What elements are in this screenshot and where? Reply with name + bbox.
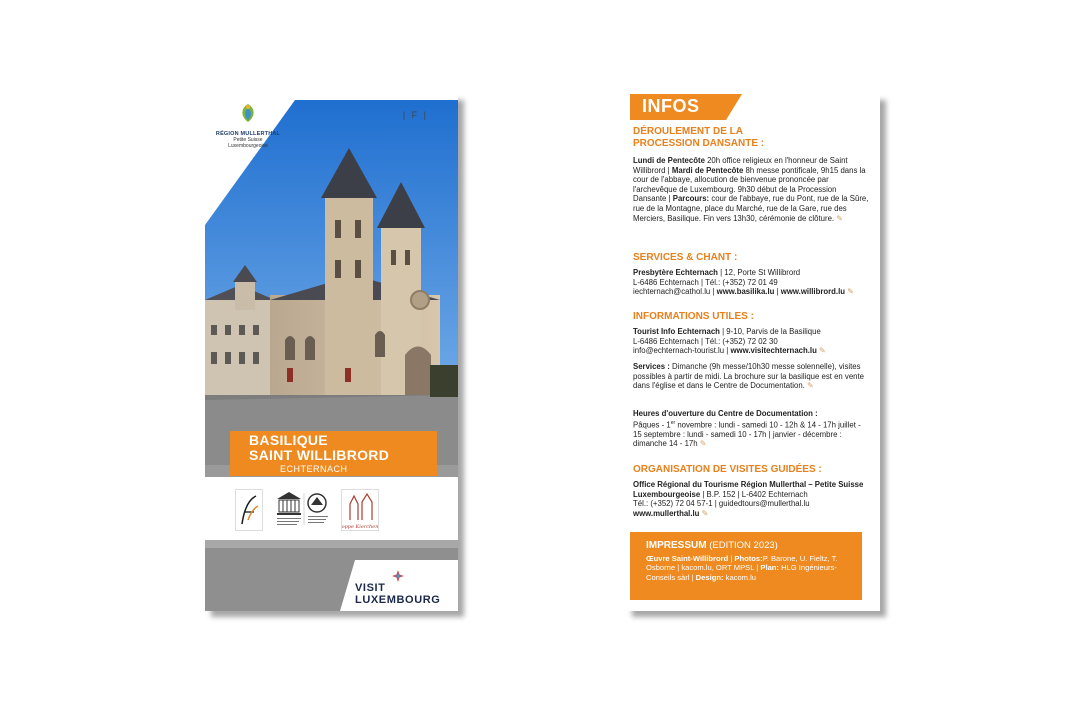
willibrord-logo-icon xyxy=(235,489,263,531)
visit-line-1: VISIT xyxy=(355,582,386,594)
tourist-info-name: Tourist Info Echternach xyxy=(633,327,720,336)
lundi-text: 20h office religieux en l'honneur de Saint Willibrord | xyxy=(633,156,848,175)
photos-label: Photos: xyxy=(734,554,763,563)
presbytere-name: Presbytère Echternach xyxy=(633,268,718,277)
visitechternach-link[interactable]: www.visitechternach.lu xyxy=(730,346,817,356)
basilika-link[interactable]: www.basilika.lu xyxy=(716,287,775,297)
photos-credits: P. Barone, U. Fieltz, T. Osborne | kacom.lu, ORT MPSL | xyxy=(646,554,838,573)
pencil-icon: ✎ xyxy=(807,381,814,391)
procession-heading xyxy=(633,126,764,150)
front-cover-panel xyxy=(205,94,458,611)
opening-hours-text xyxy=(633,409,869,449)
infos-title: INFOS xyxy=(642,96,700,116)
mardi-text: 8h messe pontificale, 9h15 dans la cour de l'abbaye, allocution de bienvenue prononcée par l'archevêque de Luxembourg. 9h30 début de la Procession Dansante | xyxy=(633,165,866,204)
pencil-icon: ✎ xyxy=(701,508,709,518)
services-hours-text xyxy=(633,362,869,391)
services-description: Dimanche (9h messe/10h30 messe solennelle), visites possibles à partir de midi. La brochure sur la basilique est en vente dans l'église et dans le Centre de Documentation. xyxy=(633,362,865,391)
language-marker: | F | xyxy=(402,110,428,120)
procession-text xyxy=(633,156,869,223)
town-name: ECHTERNACH xyxy=(280,464,348,474)
pencil-icon: ✎ xyxy=(699,439,707,449)
parcours-label: Parcours: xyxy=(672,194,710,204)
impressum-text: Œuvre Saint-Willibrord | Photos:P. Barone, U. Fieltz, T. Osborne | kacom.lu, ORT MPSL | Plan: HLG Ingénieurs-Conseils sàrl | Design: kacom.lu xyxy=(646,554,838,582)
oppe-kierchen-text: oppe Kierchen xyxy=(342,524,378,530)
opening-hours-part-2: novembre : lundi - samedi 10 - 12h & 14 - 17h juillet - 15 septembre : lundi - samedi 10 - 17h | janvier - décembre : dimanche 14 - 17h xyxy=(633,420,861,449)
office-tourisme-name: Office Régional du Tourisme Région Mullerthal – Petite Suisse Luxembourgeoise xyxy=(633,480,864,499)
parcours-text: cour de l'abbaye, rue du Pont, rue de la Sûre, rue de la Montagne, place du Marché, rue de la Gare, rue des Merciers, Basilique. Fin vers 13h30, cérémonie de clôture. xyxy=(633,194,869,223)
unesco-logo-icon xyxy=(275,489,331,529)
region-leaf-icon xyxy=(237,102,259,124)
services-text xyxy=(633,268,869,297)
visites-guidees-text xyxy=(633,480,869,518)
impressum-edition: (EDITION 2023) xyxy=(706,540,778,551)
procession-heading-line-2: PROCESSION DANSANTE : xyxy=(633,138,765,149)
services-heading: SERVICES & CHANT : xyxy=(633,252,738,263)
opening-hours-label: Heures d'ouverture du Centre de Documentation : xyxy=(633,409,818,418)
title-line-2: SAINT WILLIBRORD xyxy=(249,447,390,463)
visit-luxembourg-logo xyxy=(355,582,440,606)
impressum-label: IMPRESSUM xyxy=(646,540,707,551)
design-credits: kacom.lu xyxy=(723,572,757,582)
presbytere-phone: L-6486 Echternach | Tél.: (+352) 72 01 49 xyxy=(633,277,778,287)
separator: | xyxy=(774,287,781,297)
mullerthal-link[interactable]: www.mullerthal.lu xyxy=(633,508,700,518)
region-logo-subtitle-2: Luxembourgeoise xyxy=(228,143,268,149)
region-logo-subtitle-1: Petite Suisse xyxy=(233,137,263,143)
tourist-info-address: | 9-10, Parvis de la Basilique xyxy=(719,327,821,336)
page-title xyxy=(249,433,389,463)
pencil-icon: ✎ xyxy=(819,346,826,356)
visites-guidees-heading: ORGANISATION DE VISITES GUIDÉES : xyxy=(633,464,822,475)
office-tourisme-address: | B.P. 152 | L-6402 Echternach xyxy=(700,489,808,499)
infos-utiles-heading: INFORMATIONS UTILES : xyxy=(633,311,754,322)
tourist-info-email: info@echternach-tourist.lu | xyxy=(633,346,731,356)
opening-hours-part-1: Pâques - 1 xyxy=(633,420,671,430)
tourist-info-phone: L-6486 Echternach | Tél.: (+352) 72 02 30 xyxy=(633,336,778,346)
title-line-1: BASILIQUE xyxy=(249,432,328,448)
partner-logos-row xyxy=(205,477,458,542)
plan-label: Plan: xyxy=(760,563,779,573)
tourist-info-text xyxy=(633,327,869,356)
willibrord-link[interactable]: www.willibrord.lu xyxy=(780,287,846,297)
region-mullerthal-logo xyxy=(213,102,283,149)
pencil-icon: ✎ xyxy=(847,287,854,297)
presbytere-email: iechternach@cathol.lu | xyxy=(633,287,717,297)
impressum-title xyxy=(646,540,778,551)
region-logo-title: RÉGION MULLERTHAL xyxy=(215,131,281,137)
impressum-box xyxy=(630,532,862,600)
oeuvre-label: Œuvre Saint-Willibrord xyxy=(646,554,729,563)
design-label: Design: xyxy=(695,572,724,582)
services-label: Services : xyxy=(633,362,670,371)
oppe-kierchen-logo-icon xyxy=(341,489,379,531)
office-tourisme-contact: Tél.: (+352) 72 04 57-1 | guidedtours@mullerthal.lu xyxy=(633,499,810,509)
visit-line-2: LUXEMBOURG xyxy=(355,594,441,606)
pencil-icon: ✎ xyxy=(836,213,843,223)
back-info-panel xyxy=(626,94,880,611)
plan-credits: HLG Ingénieurs-Conseils sàrl | xyxy=(646,563,837,582)
presbytere-address: | 12, Porte St Willibrord xyxy=(717,268,801,277)
lundi-label: Lundi de Pentecôte xyxy=(633,156,705,165)
mardi-label: Mardi de Pentecôte xyxy=(671,165,744,175)
opening-hours-sup: er xyxy=(670,419,676,426)
procession-heading-line-1: DÉROULEMENT DE LA xyxy=(633,126,743,137)
